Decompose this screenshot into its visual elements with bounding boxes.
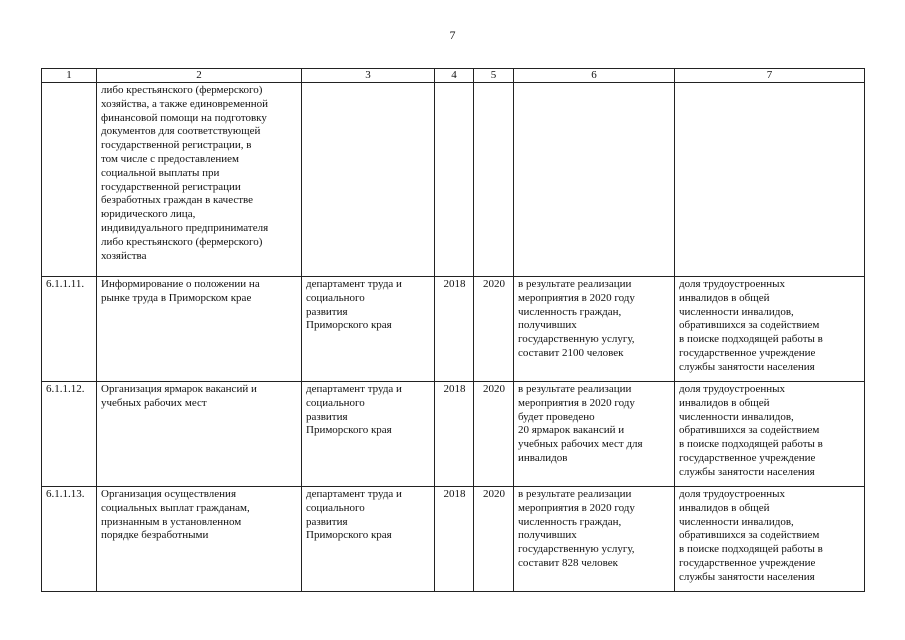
measure-code: 6.1.1.11.: [42, 277, 97, 382]
measure-name: Организация осуществления социальных выплат гражданам, признанным в установленном порядке безработными: [97, 487, 302, 592]
measure-result: в результате реализации мероприятия в 2020 году численность граждан, получивших государственную услугу, составит 828 человек: [514, 487, 675, 592]
measure-end-year: 2020: [474, 487, 514, 592]
measure-indicator: доля трудоустроенных инвалидов в общей численности инвалидов, обратившихся за содействием в поиске подходящей работы в государственное учреждение службы занятости населения: [675, 277, 865, 382]
column-header: 7: [675, 69, 865, 83]
measure-code: [42, 83, 97, 277]
measure-executor: департамент труда и социального развития Приморского края: [302, 487, 435, 592]
measure-start-year: 2018: [435, 487, 474, 592]
column-header: 3: [302, 69, 435, 83]
measure-start-year: [435, 83, 474, 277]
measure-code: 6.1.1.13.: [42, 487, 97, 592]
table-header-row: [42, 69, 865, 83]
measure-executor: [302, 83, 435, 277]
measure-indicator: доля трудоустроенных инвалидов в общей численности инвалидов, обратившихся за содействием в поиске подходящей работы в государственное учреждение службы занятости населения: [675, 487, 865, 592]
measures-table: [41, 68, 865, 592]
column-header: 1: [42, 69, 97, 83]
measure-name: Информирование о положении на рынке труда в Приморском крае: [97, 277, 302, 382]
measure-start-year: 2018: [435, 277, 474, 382]
column-header: 5: [474, 69, 514, 83]
page-number: 7: [449, 28, 456, 42]
measure-result: в результате реализации мероприятия в 2020 году численность граждан, получивших государственную услугу, составит 2100 человек: [514, 277, 675, 382]
table-row: [42, 487, 865, 592]
measure-start-year: 2018: [435, 382, 474, 487]
measure-result: [514, 83, 675, 277]
table-row: [42, 382, 865, 487]
measure-end-year: 2020: [474, 277, 514, 382]
table-row: [42, 83, 865, 277]
table-row: [42, 277, 865, 382]
measure-end-year: 2020: [474, 382, 514, 487]
measure-name: Организация ярмарок вакансий и учебных рабочих мест: [97, 382, 302, 487]
measure-indicator: доля трудоустроенных инвалидов в общей численности инвалидов, обратившихся за содействием в поиске подходящей работы в государственное учреждение службы занятости населения: [675, 382, 865, 487]
column-header: 4: [435, 69, 474, 83]
measure-end-year: [474, 83, 514, 277]
measure-result: в результате реализации мероприятия в 2020 году будет проведено 20 ярмарок вакансий и учебных рабочих мест для инвалидов: [514, 382, 675, 487]
measure-name: либо крестьянского (фермерского) хозяйства, а также единовременной финансовой помощи на подготовку документов для соответствующей государственной регистрации, в том числе с предоставлением социальной выплаты при государственной регистрации безработных граждан в качестве юридического лица, индивидуального предпринимателя либо крестьянского (фермерского) хозяйства: [97, 83, 302, 277]
column-header: 6: [514, 69, 675, 83]
measure-executor: департамент труда и социального развития Приморского края: [302, 382, 435, 487]
column-header: 2: [97, 69, 302, 83]
measure-executor: департамент труда и социального развития Приморского края: [302, 277, 435, 382]
measure-code: 6.1.1.12.: [42, 382, 97, 487]
measure-indicator: [675, 83, 865, 277]
